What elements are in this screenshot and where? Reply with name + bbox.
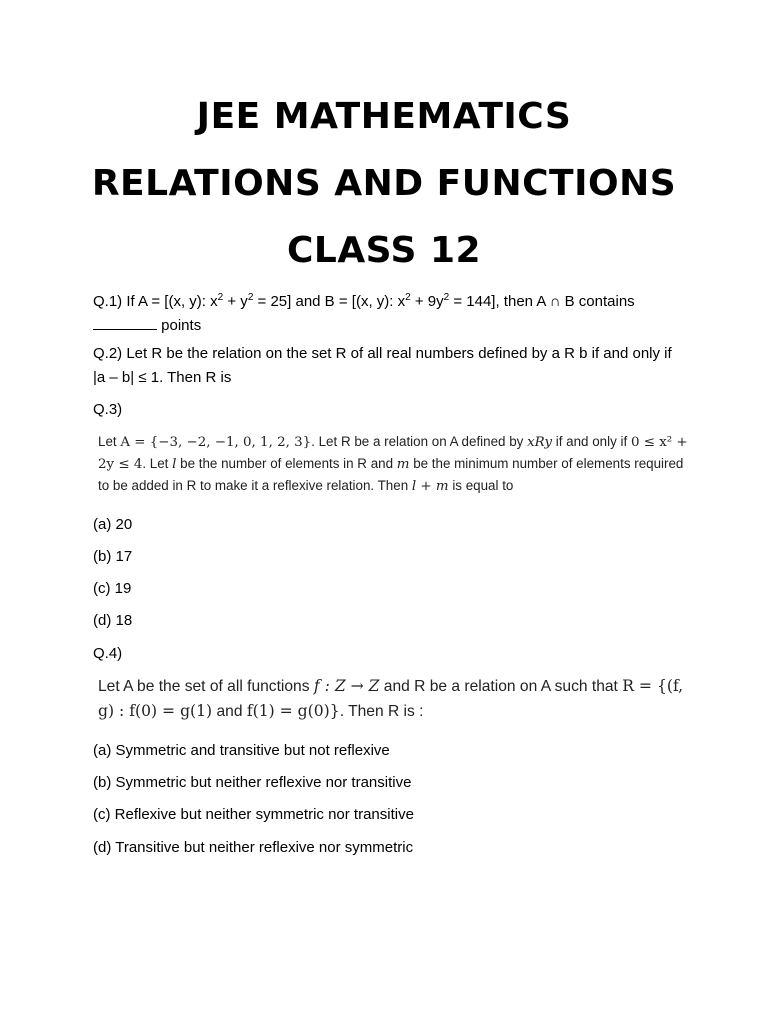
q4-option-c: (c) Reflexive but neither symmetric nor transitive bbox=[93, 806, 414, 823]
q1-label: Q.1) bbox=[93, 293, 123, 310]
q4-label: Q.4) bbox=[93, 645, 123, 662]
q3-math-xry: xRy bbox=[527, 435, 553, 450]
q3-math-l-plus-m: l + m bbox=[411, 479, 449, 494]
q3-text-1: Let bbox=[98, 434, 121, 449]
title-line-1: JEE MATHEMATICS bbox=[196, 96, 572, 137]
q4-option-d: (d) Transitive but neither reflexive nor symmetric bbox=[93, 839, 414, 856]
q3-math-set-a: A = {−3, −2, −1, 0, 1, 2, 3} bbox=[120, 435, 312, 450]
q3-option-c: (c) 19 bbox=[93, 580, 132, 597]
question-2: Q.2) Let R be the relation on the set R of all real numbers defined by a R b if and only if |a – b| ≤ 1. Then R is bbox=[93, 345, 672, 386]
q1-text-e: = 144], then A ∩ B contains bbox=[449, 293, 635, 310]
q1-sup-3: 2 bbox=[405, 292, 411, 303]
q1-text-b: + y bbox=[223, 293, 248, 310]
q3-text-2: . Let R be a relation on A defined by bbox=[311, 434, 528, 449]
q3-option-d: (d) 18 bbox=[93, 612, 133, 629]
q3-math-inequality: 0 ≤ x² + 2y ≤ 4 bbox=[98, 435, 688, 472]
q4-option-a: (a) Symmetric and transitive but not reflexive bbox=[93, 742, 390, 759]
q1-sup-2: 2 bbox=[247, 292, 254, 303]
q3-math-l: l bbox=[172, 457, 177, 472]
question-3-image bbox=[98, 431, 688, 497]
q4-text-2: and R be a relation on A such that bbox=[379, 678, 623, 695]
question-4-image bbox=[98, 674, 698, 724]
title-line-3: CLASS 12 bbox=[286, 230, 482, 271]
q4-text-1: Let A be the set of all functions bbox=[98, 678, 314, 695]
q4-text-3: and bbox=[212, 703, 247, 720]
q1-sup-1: 2 bbox=[217, 292, 224, 303]
q1-text-f: points bbox=[157, 317, 202, 334]
q3-text-7: is equal to bbox=[448, 478, 514, 493]
q1-sup-4: 2 bbox=[443, 292, 450, 303]
q1-answer-blank bbox=[93, 329, 157, 330]
q3-option-b: (b) 17 bbox=[93, 548, 133, 565]
q1-text-d: + 9y bbox=[410, 293, 444, 310]
q4-option-b: (b) Symmetric but neither reflexive nor transitive bbox=[93, 774, 412, 791]
q4-text-4: . Then R is : bbox=[339, 703, 424, 720]
q1-text-c: = 25] and B = [(x, y): x bbox=[253, 293, 406, 310]
q1-text-a: If A = [(x, y): x bbox=[126, 293, 218, 310]
q3-text-3: if and only if bbox=[552, 434, 631, 449]
q3-text-5: be the number of elements in R and bbox=[176, 456, 397, 471]
q4-math-relation: R = {(f, g) : f(0) = g(1) bbox=[98, 677, 684, 720]
q3-label: Q.3) bbox=[93, 401, 123, 418]
q3-math-m: m bbox=[396, 457, 410, 472]
q3-option-a: (a) 20 bbox=[93, 516, 133, 533]
title-line-2: RELATIONS AND FUNCTIONS bbox=[91, 163, 677, 204]
q4-math-condition: f(1) = g(0)} bbox=[246, 702, 340, 720]
q3-text-4: . Let bbox=[142, 456, 173, 471]
question-1 bbox=[93, 290, 678, 338]
q3-text-6: be the minimum number of elements required to be added in R to make it a reflexive relation. Then bbox=[98, 456, 684, 493]
q4-math-function: f : Z → Z bbox=[313, 677, 380, 695]
